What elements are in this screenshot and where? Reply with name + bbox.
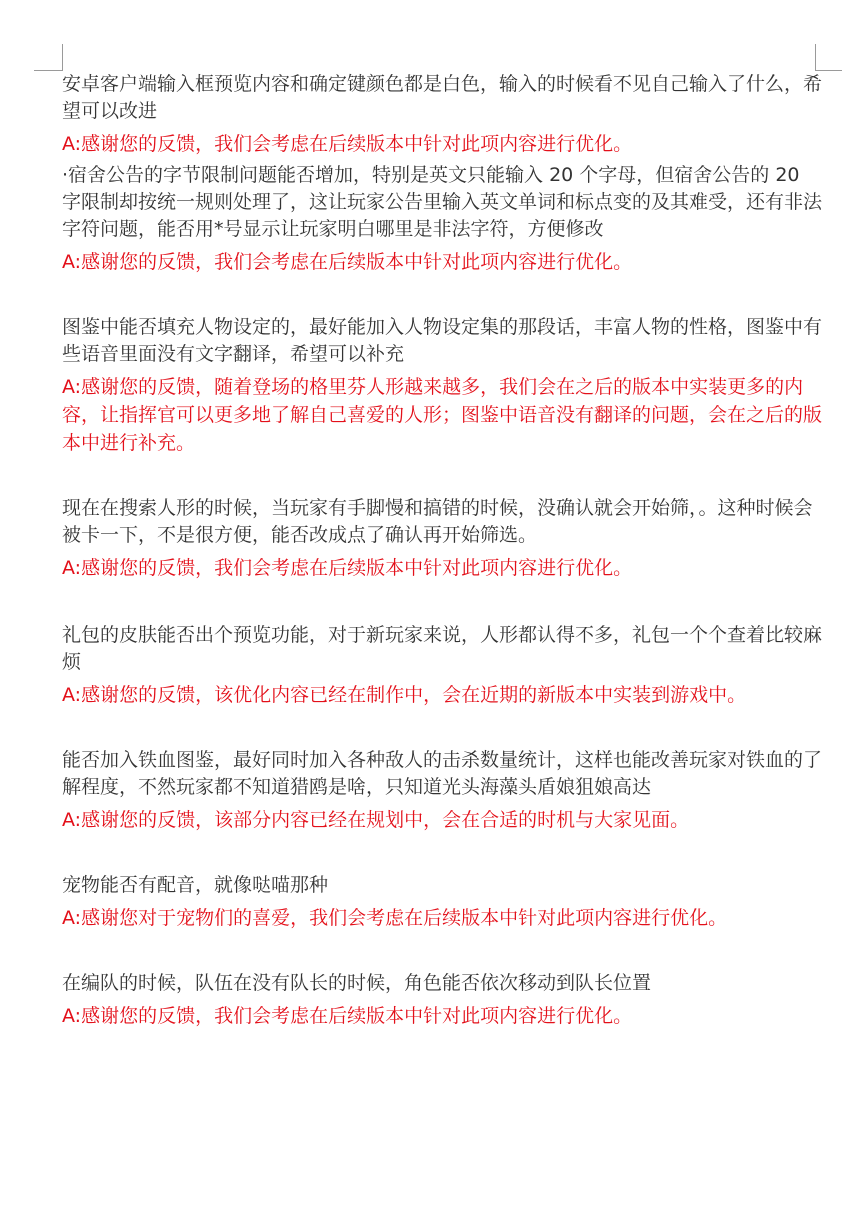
feedback-question: 现在在搜索人形的时候，当玩家有手脚慢和搞错的时候，没确认就会开始筛，。这种时候会被卡一下，不是很方便，能否改成点了确认再开始筛选。 [62,497,813,546]
feedback-item [62,970,822,1030]
feedback-item [62,872,822,932]
feedback-answer: A:感谢您对于宠物们的喜爱，我们会考虑在后续版本中针对此项内容进行优化。 [62,907,728,929]
feedback-question: 安卓客户端输入框预览内容和确定键颜色都是白色，输入的时候看不见自己输入了什么，希望可以改进 [62,73,823,122]
feedback-answer: A:感谢您的反馈，我们会考虑在后续版本中针对此项内容进行优化。 [62,557,633,579]
feedback-item [62,314,822,457]
feedback-answer: A:感谢您的反馈，我们会考虑在后续版本中针对此项内容进行优化。 [62,1005,633,1027]
feedback-question: 礼包的皮肤能否出个预览功能，对于新玩家来说，人形都认得不多，礼包一个个查着比较麻烦 [62,624,823,673]
feedback-question: ·宿舍公告的字节限制问题能否增加，特别是英文只能输入 20 个字母，但宿舍公告的 20 字限制却按统一规则处理了，这让玩家公告里输入英文单词和标点变的及其难受，还有非法字符问题，能否用*号显示让玩家明白哪里是非法字符，方便修改 [62,164,823,240]
feedback-item [62,71,822,158]
feedback-item [62,162,822,276]
feedback-answer: A:感谢您的反馈，该部分内容已经在规划中，会在合适的时机与大家见面。 [62,809,690,831]
feedback-question: 宠物能否有配音，就像哒喵那种 [62,874,329,896]
feedback-question: 能否加入铁血图鉴，最好同时加入各种敌人的击杀数量统计，这样也能改善玩家对铁血的了解程度，不然玩家都不知道猎鸥是啥，只知道光头海藻头盾娘狙娘高达 [62,749,823,798]
feedback-question: 在编队的时候，队伍在没有队长的时候，角色能否依次移动到队长位置 [62,972,652,994]
feedback-answer: A:感谢您的反馈，我们会考虑在后续版本中针对此项内容进行优化。 [62,251,633,273]
feedback-item [62,747,822,834]
feedback-answer: A:感谢您的反馈，该优化内容已经在制作中，会在近期的新版本中实装到游戏中。 [62,684,747,706]
feedback-item [62,622,822,709]
feedback-answer: A:感谢您的反馈，随着登场的格里芬人形越来越多，我们会在之后的版本中实装更多的内容，让指挥官可以更多地了解自己喜爱的人形；图鉴中语音没有翻译的问题，会在之后的版本中进行补充。 [62,376,823,454]
feedback-item [62,495,822,582]
feedback-question: 图鉴中能否填充人物设定的，最好能加入人物设定集的那段话，丰富人物的性格，图鉴中有些语音里面没有文字翻译，希望可以补充 [62,316,823,365]
page-corner-mark-top-right [815,44,842,71]
page-corner-mark-top-left [34,44,63,71]
document-body [62,71,822,1030]
feedback-answer: A:感谢您的反馈，我们会考虑在后续版本中针对此项内容进行优化。 [62,133,633,155]
